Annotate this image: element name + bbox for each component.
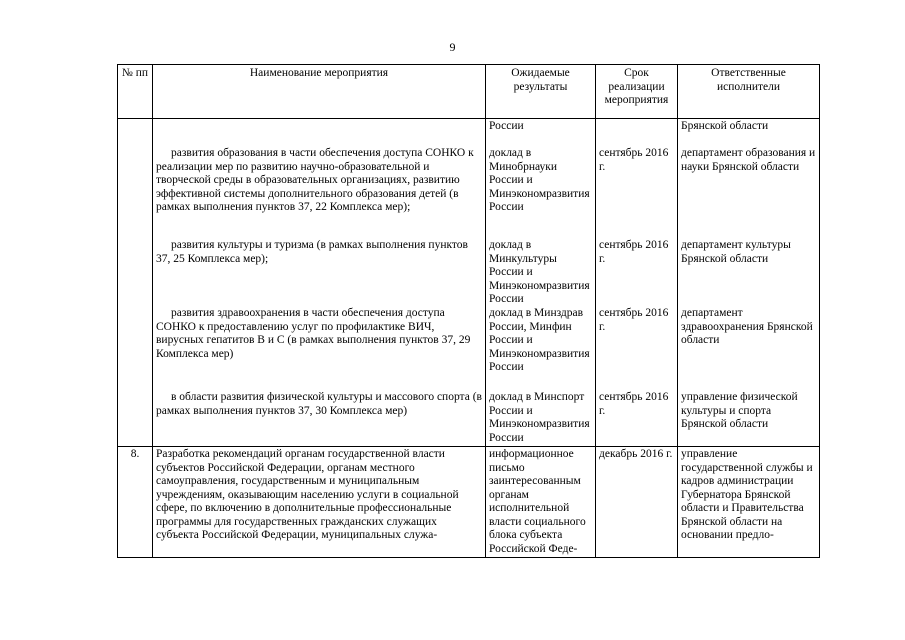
continuation-num — [118, 119, 153, 447]
continuation-name-cell — [153, 119, 486, 447]
continuation-row — [118, 119, 820, 447]
entry-health-responsible: департамент здравоохранения Брянской области — [681, 307, 813, 346]
header-responsible: Ответственные исполнители — [678, 65, 820, 119]
entry-education-term: сентябрь 2016 г. — [599, 147, 669, 173]
entry-sport-results: доклад в Минспорт России и Минэкономразвития России — [489, 391, 590, 444]
header-term: Срок реализации мероприятия — [596, 65, 678, 119]
entry-culture-results: доклад в Минкультуры России и Минэкономразвития России — [489, 239, 590, 305]
entry-health-results: доклад в Минздрав России, Минфин России и Минэкономразвития России — [489, 307, 590, 373]
continuation-results-cell — [486, 119, 596, 447]
entry-sport-term: сентябрь 2016 г. — [599, 391, 669, 417]
carry-responsible: Брянской области — [681, 120, 769, 132]
entry-education-responsible: департамент образования и науки Брянской области — [681, 147, 816, 173]
continuation-term-cell — [596, 119, 678, 447]
row-8-term: декабрь 2016 г. — [596, 447, 678, 558]
row-8-results: информационное письмо заинтересованным органам исполнительной власти социального блока субъекта Российской Феде- — [486, 447, 596, 558]
entry-health-term: сентябрь 2016 г. — [599, 307, 669, 333]
entry-culture-responsible: департамент культуры Брянской области — [681, 239, 791, 265]
header-results: Ожидаемые результаты — [486, 65, 596, 119]
row-8-responsible: управление государственной службы и кадров администрации Губернатора Брянской области и Правительства Брянской области на основании предло- — [678, 447, 820, 558]
row-8-num: 8. — [118, 447, 153, 558]
row-8 — [118, 447, 820, 558]
entry-sport-name: в области развития физической культуры и массового спорта (в рамках выполнения пунктов 37, 30 Комплекса мер) — [156, 391, 482, 417]
entry-culture-term: сентябрь 2016 г. — [599, 239, 669, 265]
entry-education-name: развития образования в части обеспечения доступа СОНКО к реализации мер по развитию научно-образовательной и творческой среды в образовательных организациях, развитию эффективной системы дополнительного образования детей (в рамках выполнения пунктов 37, 22 Комплекса мер); — [156, 147, 474, 213]
row-8-name: Разработка рекомендаций органам государственной власти субъектов Российской Федерации, органам местного самоуправления, государственным и муниципальным учреждениям, оказывающим населению услуги в социальной сфере, по включению в дополнительные профессиональные программы для государственных гражданских служащих субъекта Российской Федерации, муниципальных служа- — [153, 447, 486, 558]
carry-results: России — [489, 120, 524, 132]
continuation-responsible-cell — [678, 119, 820, 447]
page-number: 9 — [449, 40, 456, 54]
entry-sport-responsible: управление физической культуры и спорта Брянской области — [681, 391, 798, 430]
header-num: № пп — [118, 65, 153, 119]
header-name: Наименование мероприятия — [153, 65, 486, 119]
header-row — [118, 65, 820, 119]
entry-health-name: развития здравоохранения в части обеспечения доступа СОНКО к предоставлению услуг по профилактике ВИЧ, вирусных гепатитов В и С (в рамках выполнения пунктов 37, 29 Комплекса мер) — [156, 307, 471, 360]
entry-culture-name: развития культуры и туризма (в рамках выполнения пунктов 37, 25 Комплекса мер); — [156, 239, 468, 265]
entry-education-results: доклад в Минобрнауки России и Минэкономразвития России — [489, 147, 590, 213]
activities-table — [117, 64, 820, 558]
